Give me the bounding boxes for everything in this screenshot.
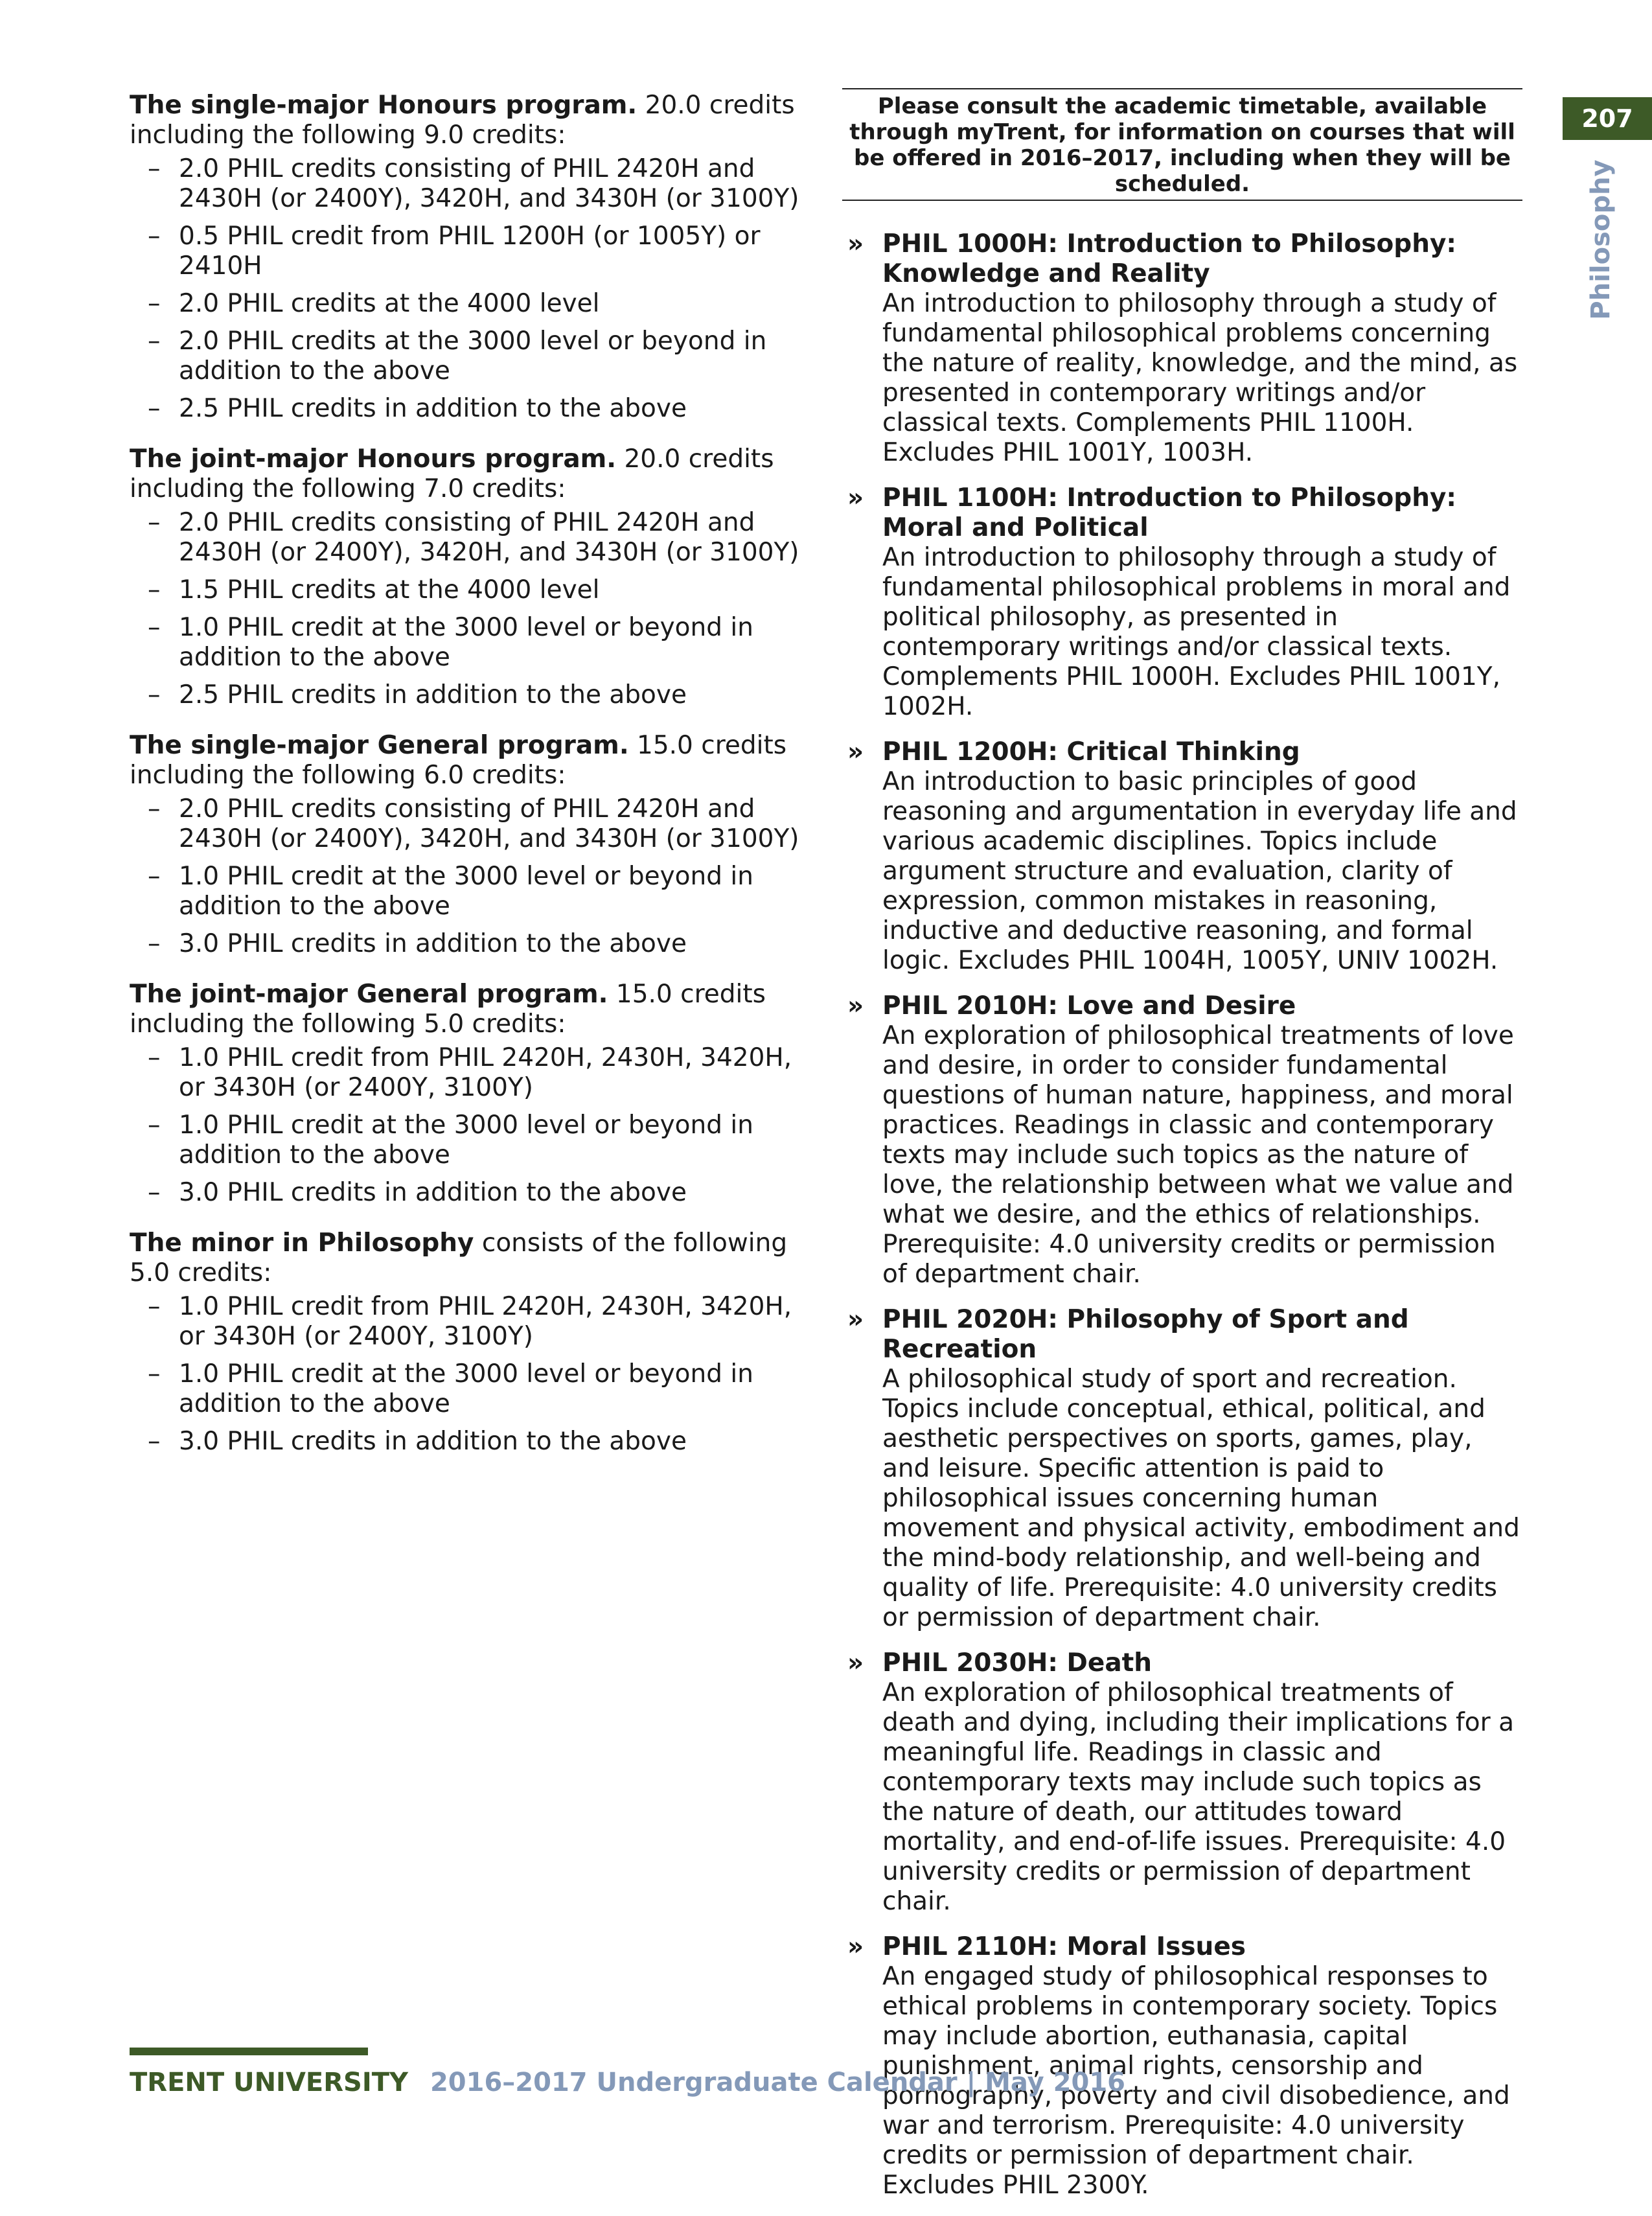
program-single-major-honours	[130, 91, 807, 424]
footer-university: TRENT UNIVERSITY	[130, 2068, 408, 2097]
page-footer	[130, 2067, 1125, 2098]
requirement-item: – 2.0 PHIL credits consisting of PHIL 2420H and 2430H (or 2400Y), 3420H, and 3430H (or 3100Y)	[148, 794, 799, 853]
dash-bullet-icon: –	[148, 680, 161, 710]
requirement-item: – 1.0 PHIL credit at the 3000 level or beyond in addition to the above	[148, 1111, 753, 1170]
course-listings	[842, 88, 1522, 2216]
course-title: PHIL 2020H: Philosophy of Sport and Recreation	[882, 1305, 1409, 1364]
requirement-item: – 2.0 PHIL credits at the 3000 level or beyond in addition to the above	[148, 327, 767, 386]
dash-bullet-icon: –	[148, 1043, 161, 1072]
course-title: PHIL 1000H: Introduction to Philosophy: Knowledge and Reality	[882, 229, 1457, 288]
chevron-bullet-icon: »	[847, 1932, 864, 1961]
chevron-bullet-icon: »	[847, 483, 864, 513]
requirement-item: – 1.0 PHIL credit at the 3000 level or beyond in addition to the above	[148, 1359, 753, 1418]
program-single-major-general	[130, 731, 807, 959]
course-entry	[842, 483, 1522, 722]
footer-rule	[130, 2048, 368, 2055]
requirement-item: – 1.5 PHIL credits at the 4000 level	[148, 575, 600, 605]
requirement-item: – 0.5 PHIL credit from PHIL 1200H (or 1005Y) or 2410H	[148, 222, 761, 281]
requirement-item: – 1.0 PHIL credit at the 3000 level or beyond in addition to the above	[148, 862, 753, 921]
section-tab	[1575, 159, 1627, 320]
course-description: An engaged study of philosophical responses to ethical problems in contemporary society. Topics may include abortion, euthanasia, capital punishment, animal rights, censorship and pornography, poverty and civil disobedience, and war and terrorism. Prerequisite: 4.0 university credits or permission of department chair. Excludes PHIL 2300Y.	[882, 1962, 1510, 2200]
course-title: PHIL 1100H: Introduction to Philosophy: Moral and Political	[882, 483, 1457, 542]
chevron-bullet-icon: »	[847, 1648, 864, 1678]
requirement-list	[130, 1292, 807, 1457]
program-summary: consists of the following 5.0 credits:	[130, 1229, 788, 1287]
dash-bullet-icon: –	[148, 394, 161, 423]
requirement-item: – 3.0 PHIL credits in addition to the above	[148, 1427, 687, 1456]
requirement-item: – 1.0 PHIL credit from PHIL 2420H, 2430H, 3420H, or 3430H (or 2400Y, 3100Y)	[148, 1043, 792, 1102]
requirement-item: – 2.0 PHIL credits consisting of PHIL 2420H and 2430H (or 2400Y), 3420H, and 3430H (or 3100Y)	[148, 154, 799, 213]
dash-bullet-icon: –	[148, 1427, 161, 1456]
program-name: The joint-major Honours program.	[130, 444, 617, 474]
chevron-bullet-icon: »	[847, 229, 864, 259]
requirement-item: – 3.0 PHIL credits in addition to the above	[148, 1178, 687, 1207]
program-name: The single-major Honours program.	[130, 91, 637, 120]
requirement-item: – 2.5 PHIL credits in addition to the above	[148, 394, 687, 423]
course-description: An exploration of philosophical treatments of death and dying, including their implications for a meaningful life. Readings in classic and contemporary texts may include such topics as the nature of death, our attitudes toward mortality, and end-of-life issues. Prerequisite: 4.0 university credits or permission of department chair.	[882, 1678, 1514, 1916]
dash-bullet-icon: –	[148, 1111, 161, 1140]
requirement-list	[130, 794, 807, 959]
requirement-list	[130, 508, 807, 710]
course-entry	[842, 991, 1522, 1289]
course-entry	[842, 1932, 1522, 2200]
course-title: PHIL 2110H: Moral Issues	[882, 1932, 1246, 1961]
page-number: 207	[1563, 97, 1652, 140]
course-description: An exploration of philosophical treatments of love and desire, in order to consider fundamental questions of human nature, happiness, and moral practices. Readings in classic and contemporary texts may include such topics as the nature of love, the relationship between what we value and what we desire, and the ethics of relationships. Prerequisite: 4.0 university credits or permission of department chair.	[882, 1021, 1514, 1289]
dash-bullet-icon: –	[148, 327, 161, 356]
program-summary: 20.0 credits including the following 7.0 credits:	[130, 444, 774, 503]
dash-bullet-icon: –	[148, 929, 161, 958]
dash-bullet-icon: –	[148, 289, 161, 318]
program-name: The minor in Philosophy	[130, 1229, 474, 1258]
chevron-bullet-icon: »	[847, 991, 864, 1021]
program-name: The joint-major General program.	[130, 980, 608, 1009]
program-summary: 15.0 credits including the following 6.0 credits:	[130, 731, 787, 790]
program-summary: 15.0 credits including the following 5.0 credits:	[130, 980, 766, 1039]
dash-bullet-icon: –	[148, 1359, 161, 1389]
program-summary: 20.0 credits including the following 9.0 credits:	[130, 91, 795, 150]
program-minor	[130, 1229, 807, 1457]
footer-calendar: 2016–2017 Undergraduate Calendar | May 2016	[430, 2068, 1125, 2097]
requirement-item: – 2.0 PHIL credits at the 4000 level	[148, 289, 600, 318]
program-joint-major-general	[130, 980, 807, 1208]
course-description: A philosophical study of sport and recreation. Topics include conceptual, ethical, political, and aesthetic perspectives on sports, games, play, and leisure. Specific attention is paid to philosophical issues concerning human movement and physical activity, embodiment and the mind-body relationship, and well-being and quality of life. Prerequisite: 4.0 university credits or permission of department chair.	[882, 1365, 1520, 1632]
requirement-list	[130, 1043, 807, 1208]
course-description: An introduction to philosophy through a study of fundamental philosophical problems concerning the nature of reality, knowledge, and the mind, as presented in contemporary writings and/or classical texts. Complements PHIL 1100H. Excludes PHIL 1001Y, 1003H.	[882, 289, 1518, 467]
course-entry	[842, 737, 1522, 976]
timetable-notice: Please consult the academic timetable, available through myTrent, for information on courses that will be offered in 2016–2017, including when they will be scheduled.	[842, 88, 1522, 201]
dash-bullet-icon: –	[148, 222, 161, 251]
course-title: PHIL 1200H: Critical Thinking	[882, 737, 1300, 767]
requirement-item: – 2.5 PHIL credits in addition to the above	[148, 680, 687, 710]
course-title: PHIL 2030H: Death	[882, 1648, 1153, 1678]
requirement-item: – 1.0 PHIL credit at the 3000 level or beyond in addition to the above	[148, 613, 753, 672]
dash-bullet-icon: –	[148, 613, 161, 642]
requirement-item: – 2.0 PHIL credits consisting of PHIL 2420H and 2430H (or 2400Y), 3420H, and 3430H (or 3100Y)	[148, 508, 799, 567]
course-title: PHIL 2010H: Love and Desire	[882, 991, 1296, 1021]
course-entry	[842, 1648, 1522, 1917]
dash-bullet-icon: –	[148, 862, 161, 891]
dash-bullet-icon: –	[148, 575, 161, 605]
course-description: An introduction to philosophy through a study of fundamental philosophical problems in moral and political philosophy, as presented in contemporary writings and/or classical texts. Complements PHIL 1000H. Excludes PHIL 1001Y, 1002H.	[882, 543, 1511, 721]
requirement-list	[130, 154, 807, 424]
dash-bullet-icon: –	[148, 794, 161, 824]
course-entry	[842, 1305, 1522, 1633]
dash-bullet-icon: –	[148, 508, 161, 537]
dash-bullet-icon: –	[148, 1292, 161, 1321]
program-joint-major-honours	[130, 444, 807, 710]
chevron-bullet-icon: »	[847, 1305, 864, 1334]
dash-bullet-icon: –	[148, 1178, 161, 1207]
requirement-item: – 3.0 PHIL credits in addition to the above	[148, 929, 687, 958]
section-tab-label: Philosophy	[1586, 159, 1616, 320]
program-name: The single-major General program.	[130, 731, 629, 760]
course-entry	[842, 229, 1522, 468]
dash-bullet-icon: –	[148, 154, 161, 183]
course-description: An introduction to basic principles of good reasoning and argumentation in everyday life and various academic disciplines. Topics include argument structure and evaluation, clarity of expression, common mistakes in reasoning, inductive and deductive reasoning, and formal logic. Excludes PHIL 1004H, 1005Y, UNIV 1002H.	[882, 767, 1517, 975]
program-requirements	[130, 91, 807, 1477]
requirement-item: – 1.0 PHIL credit from PHIL 2420H, 2430H, 3420H, or 3430H (or 2400Y, 3100Y)	[148, 1292, 792, 1351]
chevron-bullet-icon: »	[847, 737, 864, 767]
